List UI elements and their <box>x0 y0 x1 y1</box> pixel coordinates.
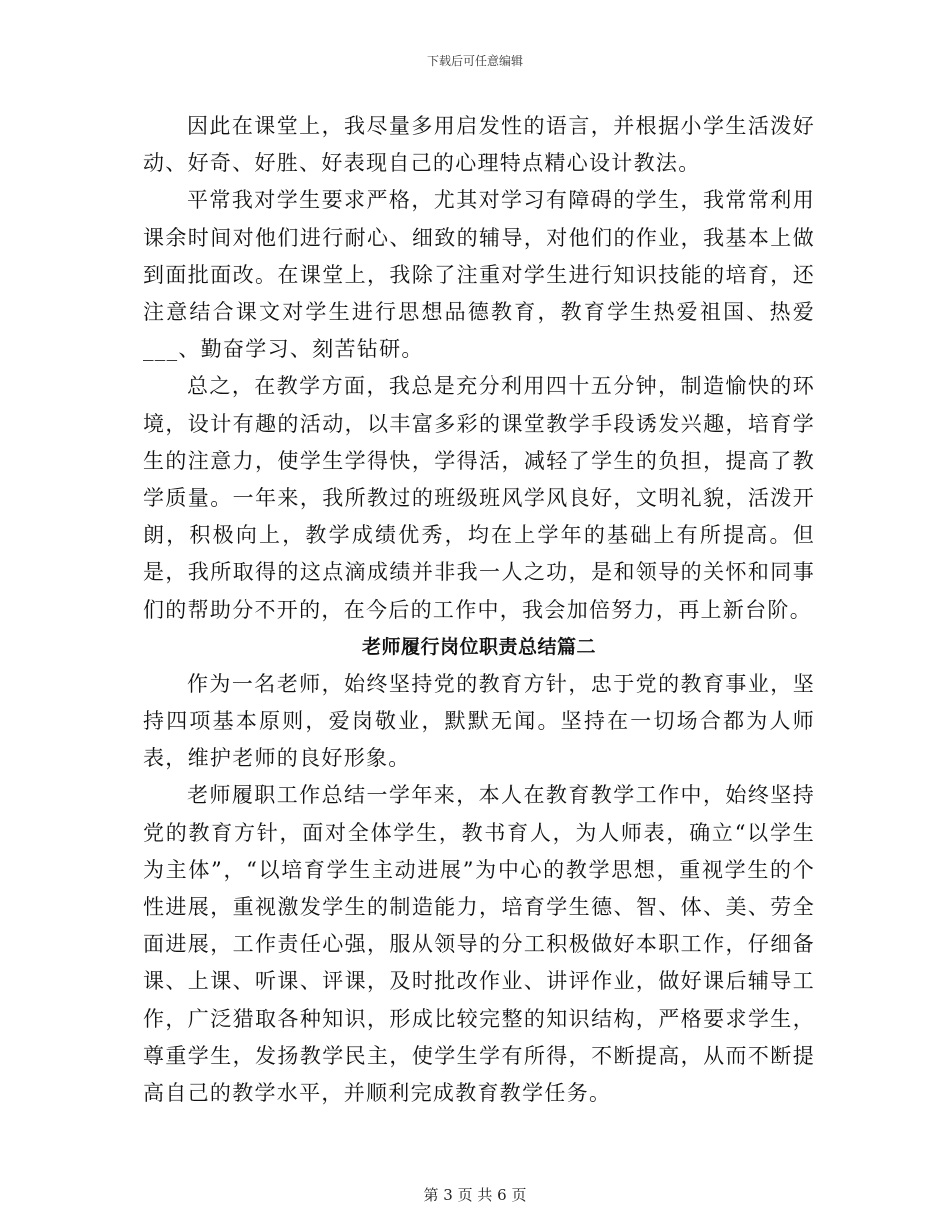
section-paragraph-2: 老师履职工作总结一学年来，本人在教育教学工作中，始终坚持党的教育方针，面对全体学生，教书育人，为人师表，确立“以学生为主体”，“以培育学生主动进展”为中心的教学思想，重视学生的个性进展，重视激发学生的制造能力，培育学生德、智、体、美、劳全面进展，工作责任心强，服从领导的分工积极做好本职工作，仔细备课、上课、听课、评课，及时批改作业、讲评作业，做好课后辅导工作，广泛猎取各种知识，形成比较完整的知识结构，严格要求学生，尊重学生，发扬教学民主，使学生学有所得，不断提高，从而不断提高自己的教学水平，并顺利完成教育教学任务。 <box>143 783 815 1106</box>
section-title: 老师履行岗位职责总结篇二 <box>361 635 596 658</box>
body-paragraph-3: 总之，在教学方面，我总是充分利用四十五分钟，制造愉快的环境，设计有趣的活动，以丰富多彩的课堂教学手段诱发兴趣，培育学生的注意力，使学生学得快，学得活，减轻了学生的负担，提高了教学质量。一年来，我所教过的班级班风学风良好，文明礼貌，活泼开朗，积极向上，教学成绩优秀，均在上学年的基础上有所提高。但是，我所取得的这点滴成绩并非我一人之功，是和领导的关怀和同事们的帮助分不开的，在今后的工作中，我会加倍努力，再上新台阶。 <box>143 374 815 622</box>
document-body <box>143 108 815 1112</box>
section-paragraph-1: 作为一名老师，始终坚持党的教育方针，忠于党的教育事业，坚持四项基本原则，爱岗敬业，默默无闻。坚持在一切场合都为人师表，维护老师的良好形象。 <box>143 671 815 771</box>
body-paragraph-1: 因此在课堂上，我尽量多用启发性的语言，并根据小学生活泼好动、好奇、好胜、好表现自己的心理特点精心设计教法。 <box>143 114 815 176</box>
page-header: 下载后可任意编辑 <box>426 54 523 68</box>
page-footer: 第 3 页 共 6 页 <box>423 1186 527 1204</box>
body-paragraph-2: 平常我对学生要求严格，尤其对学习有障碍的学生，我常常利用课余时间对他们进行耐心、细致的辅导，对他们的作业，我基本上做到面批面改。在课堂上，我除了注重对学生进行知识技能的培育，还注意结合课文对学生进行思想品德教育，教育学生热爱祖国、热爱___、勤奋学习、刻苦钻研。 <box>143 188 815 362</box>
